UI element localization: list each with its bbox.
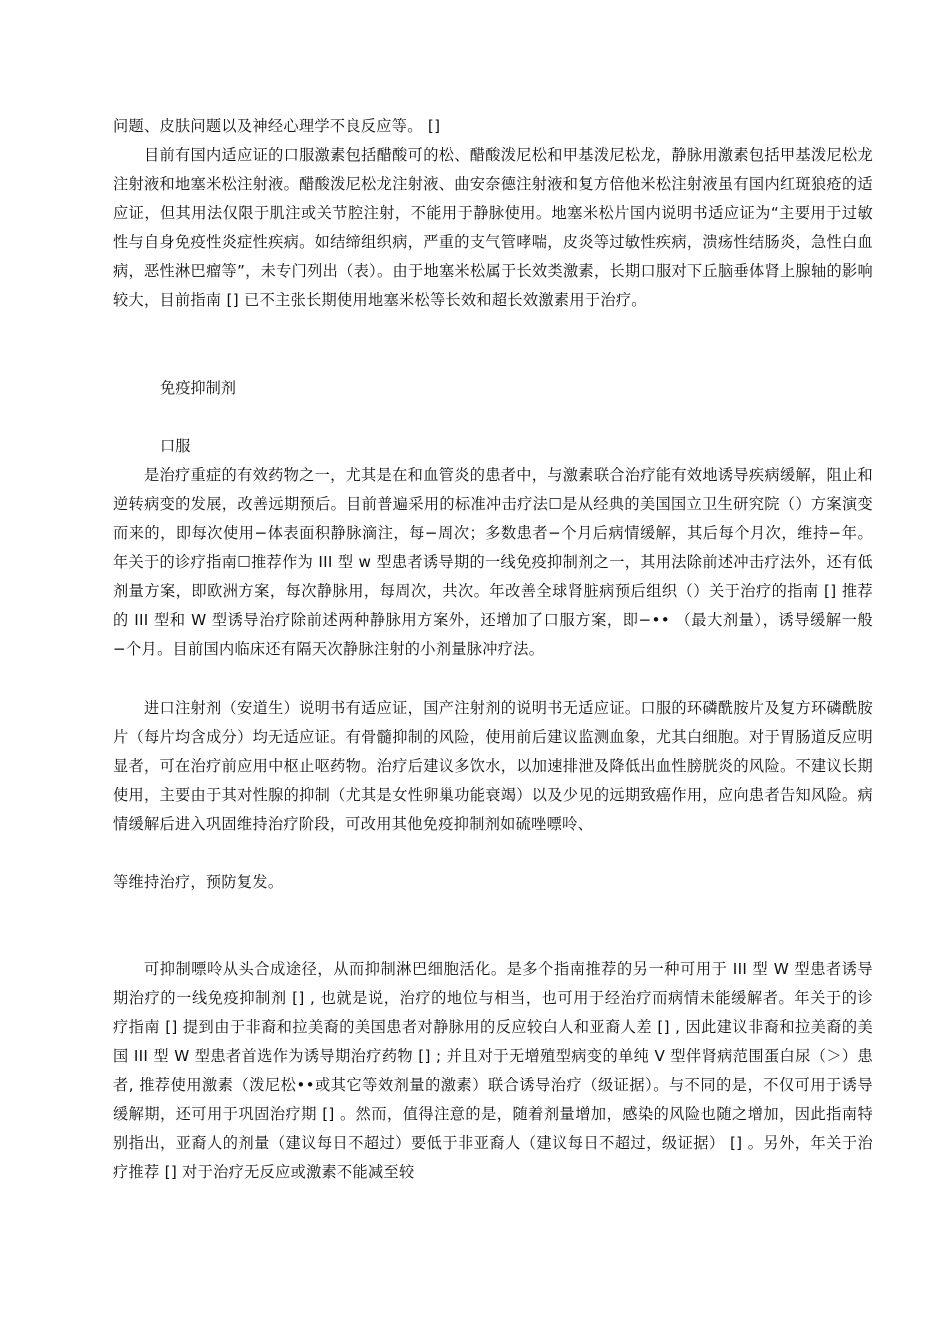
paragraph-1: 问题、皮肤问题以及神经心理学不良反应等。 [] [113, 117, 441, 135]
paragraph-2: 目前有国内适应证的口服激素包括醋酸可的松、醋酸泼尼松和甲基泼尼松龙，静脉用激素包括甲基泼尼松龙注射液和地塞米松注射液。醋酸泼尼松龙注射液、曲安奈德注射液和复方倍他米松注射液虽有国内红斑狼疮的适应证，但其用法仅限于肌注或关节腔注射，不能用于静脉使用。地塞米松片国内说明书适应证为“主要用于过敏性与自身免疫性炎症性疾病。如结缔组织病，严重的支气管哮喘，皮炎等过敏性疾病，溃疡性结肠炎，急性白血病，恶性淋巴瘤等”，未专门列出（表）。由于地塞米松属于长效类激素，长期口服对下丘脑垂体肾上腺轴的影响较大，目前指南 [] 已不主张长期使用地塞米松等长效和超长效激素用于治疗。 [113, 146, 873, 309]
paragraph-3: 是治疗重症的有效药物之一，尤其是在和血管炎的患者中，与激素联合治疗能有效地诱导疾病缓解，阻止和逆转病变的发展，改善远期预后。目前普遍采用的标准冲击疗法☐是从经典的美国国立卫生研究院（）方案演变而来的，即每次使用−体表面积静脉滴注，每−周次；多数患者−个月后病情缓解，其后每个月次，维持−年。年关于的诊疗指南☐推荐作为 III 型 w 型患者诱导期的一线免疫抑制剂之一，其用法除前述冲击疗法外，还有低剂量方案，即欧洲方案，每次静脉用，每周次，共次。年改善全球肾脏病预后组织（）关于治疗的指南 [] 推荐的 III 型和 W 型诱导治疗除前述两种静脉用方案外，还增加了口服方案，即−•• （最大剂量），诱导缓解一般−个月。目前国内临床还有隔天次静脉注射的小剂量脉冲疗法。 [113, 466, 873, 658]
paragraph-5: 等维持治疗，预防复发。 [113, 873, 284, 891]
subsection-heading-oral: 口服 [160, 437, 191, 455]
paragraph-4: 进口注射剂（安道生）说明书有适应证，国产注射剂的说明书无适应证。口服的环磷酰胺片及复方环磷酰胺片（每片均含成分）均无适应证。有骨髓抑制的风险，使用前后建议监测血象，尤其白细胞。对于胃肠道反应明显者，可在治疗前应用中枢止呕药物。治疗后建议多饮水，以加速排泄及降低出血性膀胱炎的风险。不建议长期使用，主要由于其对性腺的抑制（尤其是女性卵巢功能衰竭）以及少见的远期致癌作用，应向患者告知风险。病情缓解后进入巩固维持治疗阶段，可改用其他免疫抑制剂如硫唑嘌呤、 [113, 699, 873, 833]
paragraph-6: 可抑制嘌呤从头合成途径，从而抑制淋巴细胞活化。是多个指南推荐的另一种可用于 III 型 W 型患者诱导期治疗的一线免疫抑制剂 [] , 也就是说，治疗的地位与相当，也可用于经治疗而病情未能缓解者。年关于的诊疗指南 [] 提到由于非裔和拉美裔的美国患者对静脉用的反应较白人和亚裔人差 [] , 因此建议非裔和拉美裔的美国 III 型 W 型患者首选作为诱导期治疗药物 [] ; 并且对于无增殖型病变的单纯 V 型伴肾病范围蛋白尿（＞）患者, 推荐使用激素（泼尼松••或其它等效剂量的激素）联合诱导治疗（级证据）。与不同的是，不仅可用于诱导缓解期，还可用于巩固治疗期 [] 。然而，值得注意的是，随着剂量增加，感染的风险也随之增加，因此指南特别指出，亚裔人的剂量（建议每日不超过）要低于非亚裔人（建议每日不超过，级证据） [] 。另外，年关于治疗推荐 [] 对于治疗无反应或激素不能减至较 [113, 960, 873, 1181]
section-heading-immunosuppressants: 免疫抑制剂 [160, 379, 236, 397]
